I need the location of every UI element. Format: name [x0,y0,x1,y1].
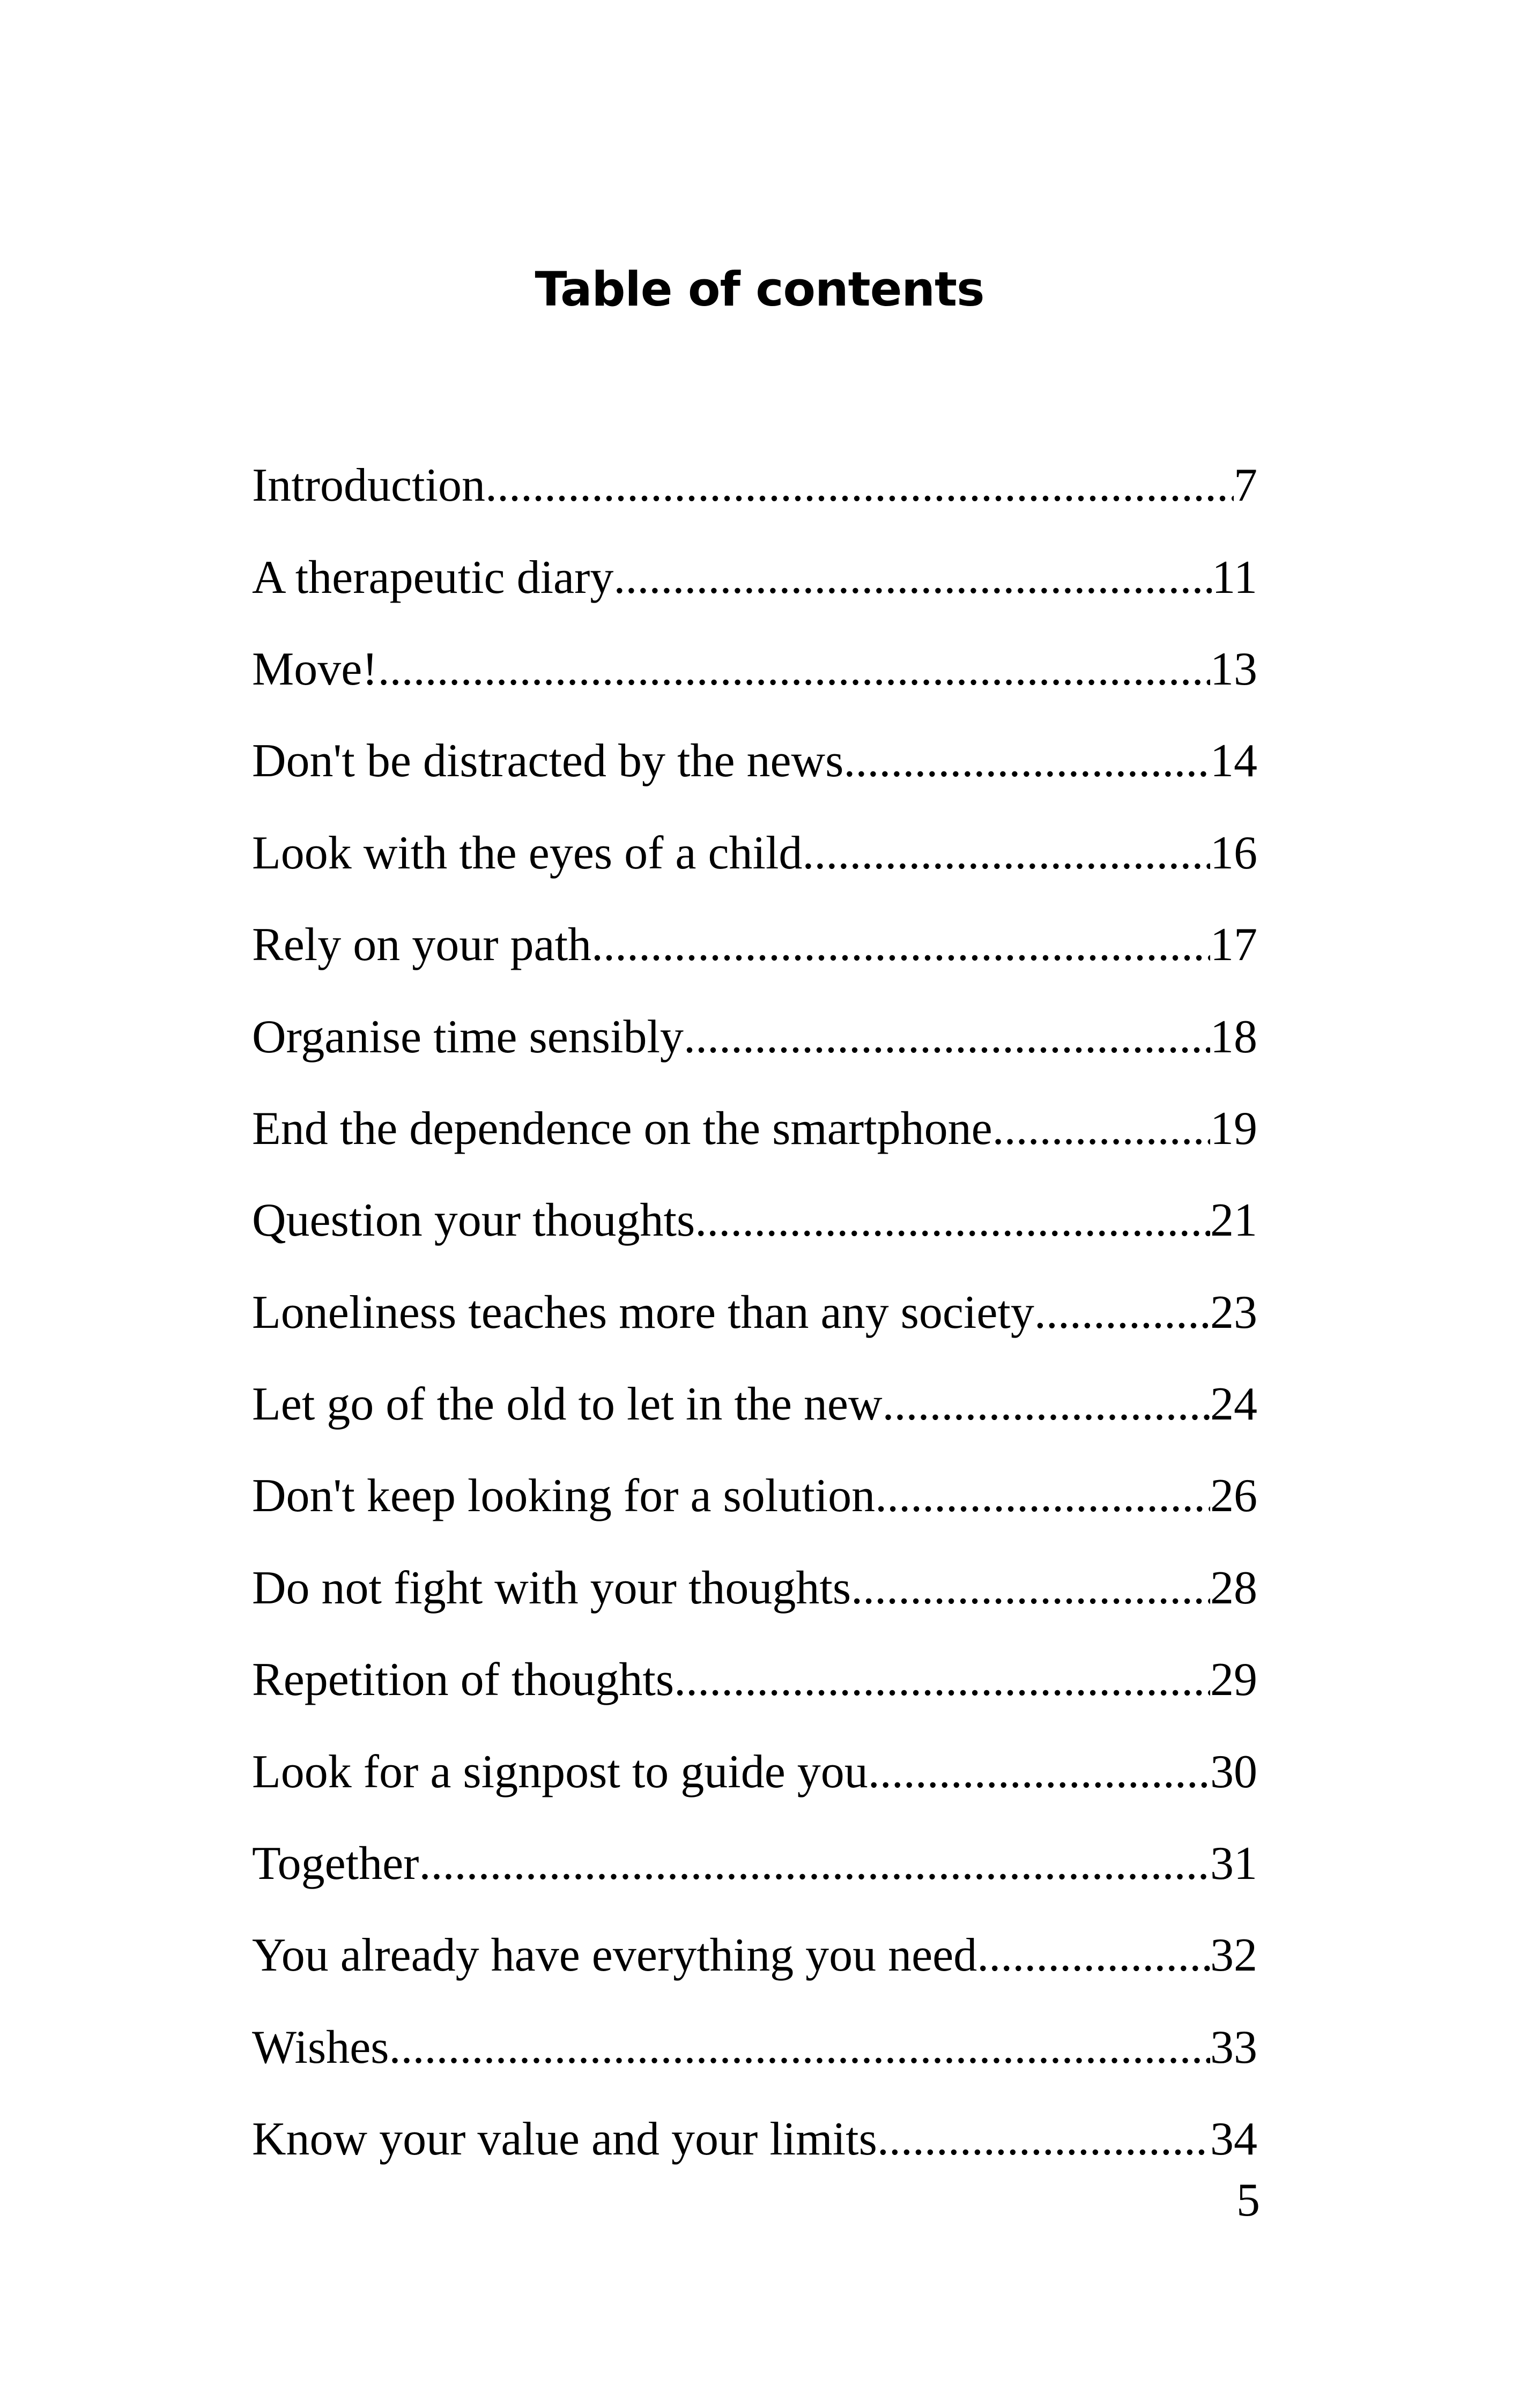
toc-entry-page: 34 [1210,2113,1257,2166]
toc-entry [252,807,1257,899]
dot-leader [877,2112,1210,2166]
dot-leader [992,1102,1210,1156]
dot-leader [485,458,1234,512]
toc-entry [252,1083,1257,1175]
dot-leader [875,1469,1210,1523]
toc-entry-title: Question your thoughts [252,1194,695,1247]
dot-leader [389,2020,1210,2075]
toc-entry-title: You already have everything you need [252,1929,977,1982]
dot-leader [802,826,1210,880]
toc-entry-page: 18 [1210,1010,1257,1063]
dot-leader [851,1561,1210,1615]
toc-entry-title: Move! [252,643,378,695]
dot-leader [684,1010,1210,1064]
toc-entry-title: Look for a signpost to guide you [252,1745,868,1798]
toc-entry [252,1634,1257,1726]
toc-entry-page: 7 [1234,459,1257,512]
toc-entry-page: 14 [1210,735,1257,787]
toc-entry-page: 31 [1210,1838,1257,1890]
toc-entry [252,2093,1257,2185]
toc-entry [252,1909,1257,2001]
dot-leader [674,1653,1210,1707]
toc-entry [252,1175,1257,1266]
toc-entry [252,623,1257,715]
toc-entry-title: Look with the eyes of a child [252,827,803,879]
toc-entry-page: 19 [1210,1102,1257,1155]
toc-entry-title: Rely on your path [252,919,592,971]
dot-leader [1034,1285,1210,1340]
toc-entry [252,1726,1257,1817]
toc-entry-title: A therapeutic diary [252,551,614,604]
toc-entry [252,1358,1257,1450]
toc-entry-title: Loneliness teaches more than any society [252,1286,1034,1339]
page-number: 5 [1236,2174,1260,2226]
toc-entry-page: 23 [1210,1286,1257,1339]
dot-leader [868,1745,1210,1799]
toc-entry-page: 26 [1210,1470,1257,1522]
toc-entry-title: End the dependence on the smartphone [252,1102,992,1155]
toc-entry [252,1542,1257,1634]
toc-entry [252,991,1257,1082]
toc-entry-title: Together [252,1838,419,1890]
dot-leader [419,1837,1210,1891]
dot-leader [883,1377,1211,1431]
toc-entry-title: Repetition of thoughts [252,1654,675,1706]
toc-entry-title: Do not fight with your thoughts [252,1562,851,1614]
toc-entry-title: Know your value and your limits [252,2113,877,2166]
toc-entry-title: Don't keep looking for a solution [252,1470,876,1522]
toc-entry [252,2002,1257,2093]
page-title: Table of contents [535,262,984,317]
toc-entry [252,1267,1257,1358]
toc-entry-page: 11 [1212,551,1257,604]
dot-leader [613,551,1212,605]
toc-entry-page: 21 [1210,1194,1257,1247]
dot-leader [977,1928,1210,1982]
toc-entry [252,1818,1257,1909]
toc-entry-title: Organise time sensibly [252,1010,684,1063]
toc-entry [252,531,1257,623]
toc-entry-page: 29 [1210,1654,1257,1706]
toc-entry [252,715,1257,807]
dot-leader [843,734,1210,788]
toc-entry-page: 28 [1210,1562,1257,1614]
toc-entry-page: 17 [1210,919,1257,971]
toc-entry-title: Let go of the old to let in the new [252,1378,883,1431]
toc-entry-page: 33 [1210,2021,1257,2073]
toc-entry-page: 24 [1210,1378,1257,1431]
dot-leader [591,918,1210,972]
toc-entry-page: 32 [1210,1929,1257,1982]
toc-entry-title: Introduction [252,459,486,512]
toc-entry-title: Don't be distracted by the news [252,735,844,787]
toc-entry-page: 13 [1210,643,1257,695]
toc-entry-page: 16 [1210,827,1257,879]
dot-leader [378,642,1210,696]
dot-leader [695,1193,1210,1247]
toc-entry [252,899,1257,991]
toc-entry [252,1450,1257,1542]
toc-entry-title: Wishes [252,2021,389,2073]
toc-entry [252,440,1257,531]
toc-entry-page: 30 [1210,1745,1257,1798]
toc-list [252,440,1257,2185]
